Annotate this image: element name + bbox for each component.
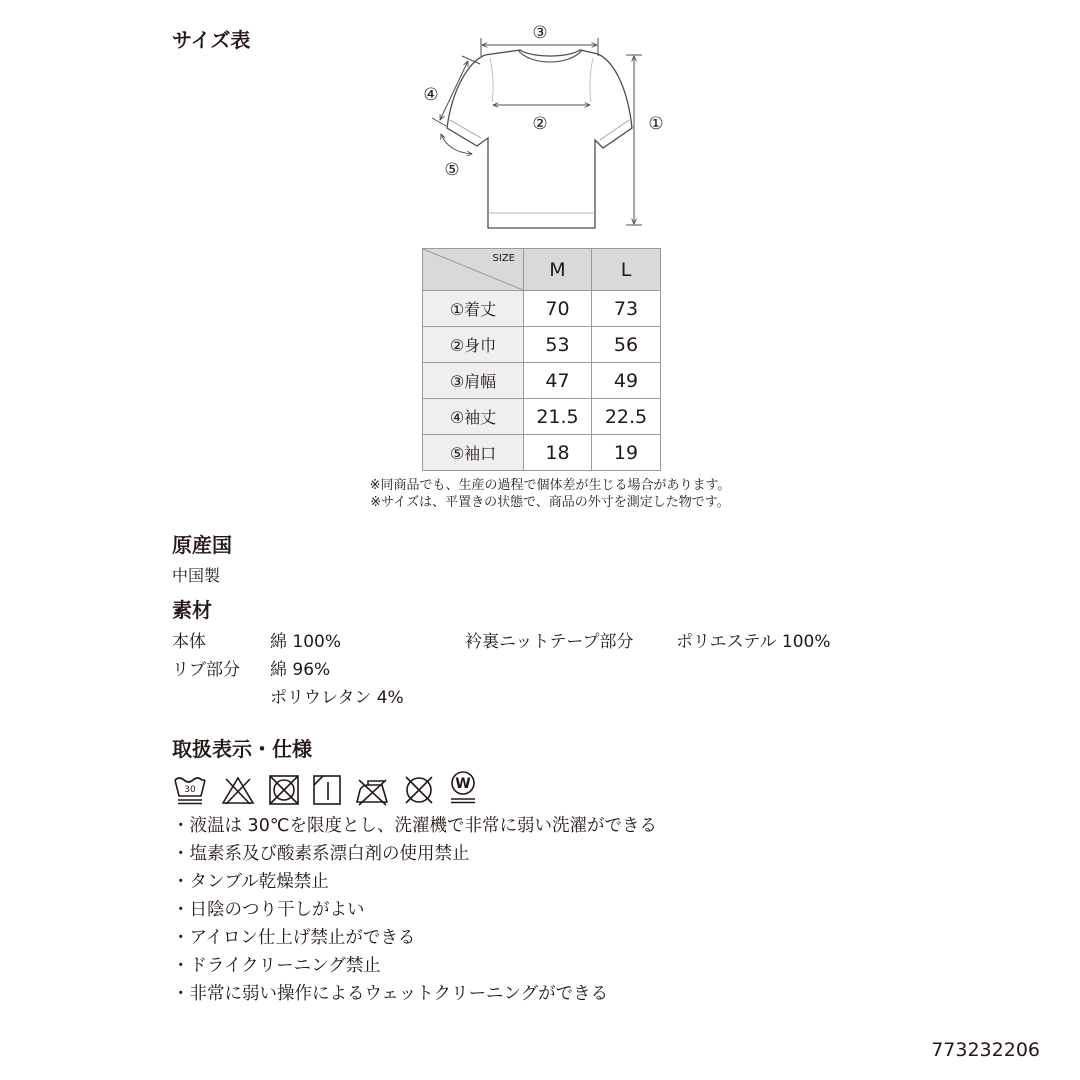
sleeve-length-label: ④ [423,85,439,105]
tshirt-outline [447,50,632,228]
size-note: ※同商品でも、生産の過程で個体差が生じる場合があります。 [369,478,731,493]
list-item: ・液温は 30℃を限度とし、洗濯機で非常に弱い洗濯ができる [172,816,657,836]
row-label-chest: ②身巾 [423,327,524,363]
table-row [423,363,661,399]
size-corner-label: SIZE [492,253,515,264]
cuff-width-label: ⑤ [444,160,460,180]
row-label-length: ①着丈 [423,291,524,327]
size-note: ※サイズは、平置きの状態で、商品の外寸を測定した物です。 [370,495,730,510]
list-item: ・塩素系及び酸素系漂白剤の使用禁止 [172,844,470,864]
table-row [423,435,661,471]
list-item: ・日陰のつり干しがよい [172,900,365,920]
wet-clean-very-gentle-icon [448,770,478,806]
list-item: ・アイロン仕上げ禁止ができる [172,928,416,948]
care-instructions-list [172,812,657,1008]
material-rib-value: ポリウレタン 4% [270,688,404,708]
material-collar-label: 衿裏ニットテープ部分 [465,632,634,652]
origin-value: 中国製 [172,566,221,585]
cell-shoulder-m: 47 [524,363,592,399]
list-item: ・非常に弱い操作によるウェットクリーニングができる [172,984,609,1004]
size-table-corner [423,249,524,291]
cell-length-m: 70 [524,291,592,327]
no-dry-clean-icon [402,774,436,806]
cell-chest-l: 56 [592,327,661,363]
chest-width-label: ② [532,114,548,134]
svg-text:W: W [455,776,471,792]
size-chart-title: サイズ表 [172,28,251,52]
sleeve-extension-bottom [432,118,446,126]
wash-tub-30-very-gentle-icon [172,772,208,806]
table-row [423,327,661,363]
tshirt-measurement-diagram [410,15,680,235]
cell-sleeve-m: 21.5 [524,399,592,435]
size-column-m: M [524,249,592,291]
length-label: ① [648,114,664,134]
row-label-shoulder: ③肩幅 [423,363,524,399]
cell-sleeve-l: 22.5 [592,399,661,435]
cell-shoulder-l: 49 [592,363,661,399]
care-symbols-row [172,770,478,806]
no-iron-icon [354,776,390,806]
material-body-value: 綿 100% [270,632,342,652]
origin-heading: 原産国 [172,533,232,557]
cell-chest-m: 53 [524,327,592,363]
size-notes [300,477,800,511]
table-row [423,399,661,435]
shoulder-width-label: ③ [532,23,548,43]
svg-text:30: 30 [184,785,196,795]
product-code: 773232206 [931,1039,1040,1061]
list-item: ・ドライクリーニング禁止 [172,956,381,976]
list-item: ・タンブル乾燥禁止 [172,872,329,892]
row-label-cuff: ⑤袖口 [423,435,524,471]
material-rib-value: 綿 96% [270,660,331,680]
cell-length-l: 73 [592,291,661,327]
no-bleach-icon [220,774,256,806]
no-tumble-dry-icon [268,774,300,806]
material-heading: 素材 [172,598,212,622]
cell-cuff-m: 18 [524,435,592,471]
size-table [422,248,661,471]
cell-cuff-l: 19 [592,435,661,471]
material-collar-value: ポリエステル 100% [676,632,831,652]
row-label-sleeve: ④袖丈 [423,399,524,435]
size-column-l: L [592,249,661,291]
table-row [423,291,661,327]
material-body-label: 本体 [172,632,206,652]
care-heading: 取扱表示・仕様 [172,737,312,761]
shade-drip-dry-icon [312,774,342,806]
material-rib-label: リブ部分 [172,660,240,680]
size-table-header-row [423,249,661,291]
